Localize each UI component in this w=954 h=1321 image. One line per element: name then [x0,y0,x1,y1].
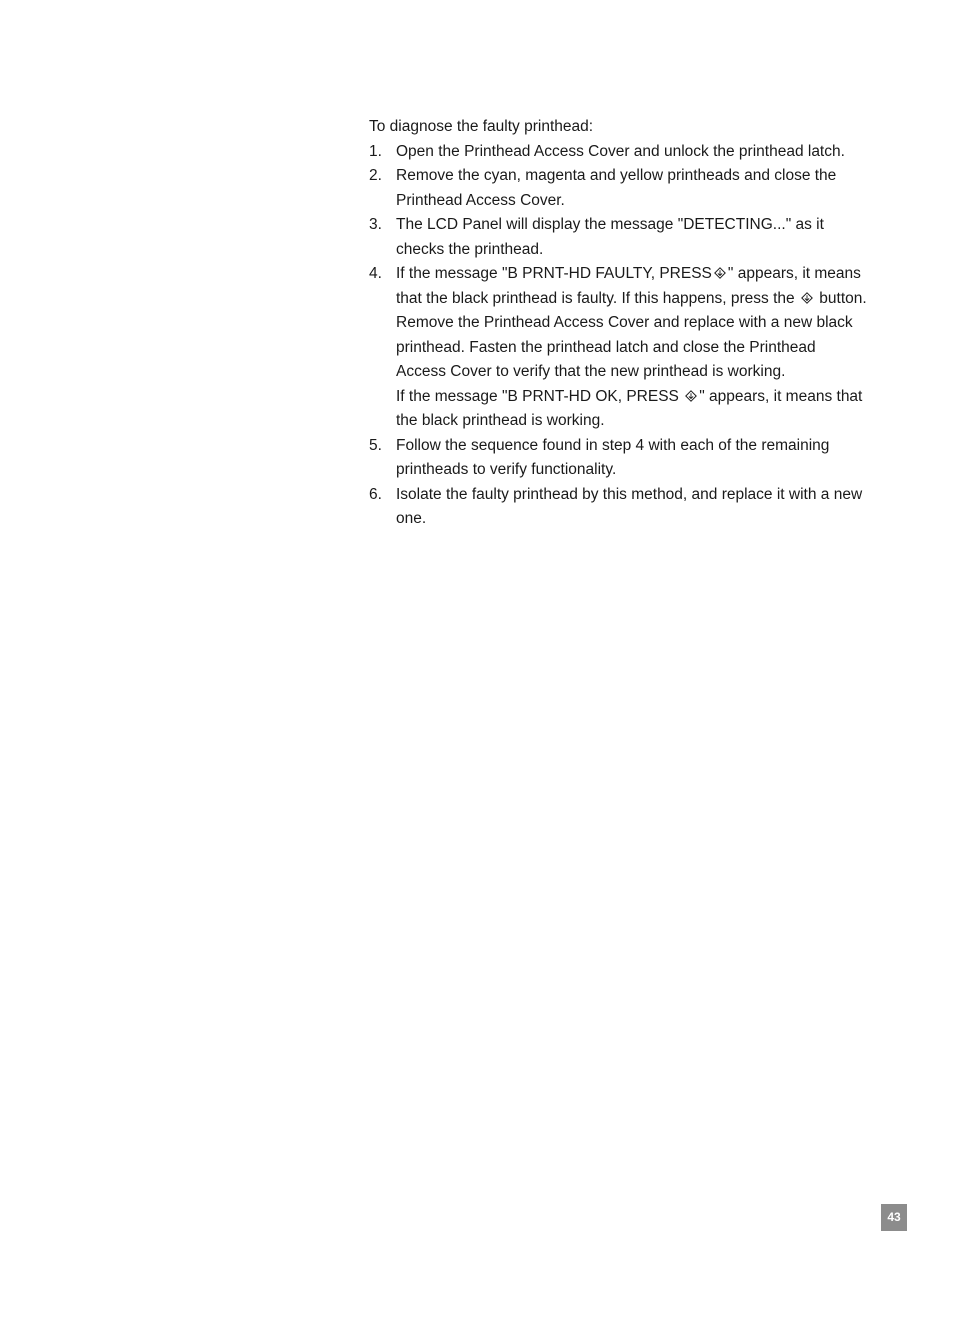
step-text-ok [396,385,869,434]
step-text-segment: button. Remove the Printhead Access Cover and replace with a new black printhead. Fasten the printhead latch and close the Printhead Access Cover to verify that the new printhead is working. [396,289,867,380]
list-item [369,140,869,165]
step-text: Remove the cyan, magenta and yellow printheads and close the Printhead Access Cover. [396,167,837,209]
step-text-faulty [396,265,867,380]
step-text-segment: " appears, it means that the black printhead is working. [396,387,863,429]
step-text-segment: If the message "B PRNT-HD OK, PRESS [396,387,679,405]
page-number: 43 [881,1204,907,1231]
step-text-segment: If the message "B PRNT-HD FAULTY, PRESS [396,265,712,282]
intro-text: To diagnose the faulty printhead: [369,118,594,135]
step-number: 4. [369,265,382,282]
list-item [369,262,869,434]
step-text: Open the Printhead Access Cover and unlock the printhead latch. [396,142,845,160]
step-number: 5. [369,436,382,454]
step-text-segment: " appears, it means that the black printhead is faulty. If this happens, press the [396,265,861,307]
list-item [369,164,869,213]
step-text: Isolate the faulty printhead by this method, and replace it with a new one. [396,485,863,527]
steps-list [369,140,869,532]
step-number: 1. [369,142,382,160]
diamond-go-icon [801,292,813,304]
instructions-section [369,115,869,532]
list-item [369,213,869,262]
diamond-go-icon [685,390,697,402]
step-number: 2. [369,167,382,184]
list-item [369,483,869,532]
step-number: 3. [369,216,382,233]
diamond-go-icon [714,267,726,279]
step-text: The LCD Panel will display the message "DETECTING..." as it checks the printhead. [396,216,824,258]
step-number: 6. [369,485,382,503]
step-text: Follow the sequence found in step 4 with each of the remaining printheads to verify functionality. [396,436,830,478]
list-item [369,434,869,483]
